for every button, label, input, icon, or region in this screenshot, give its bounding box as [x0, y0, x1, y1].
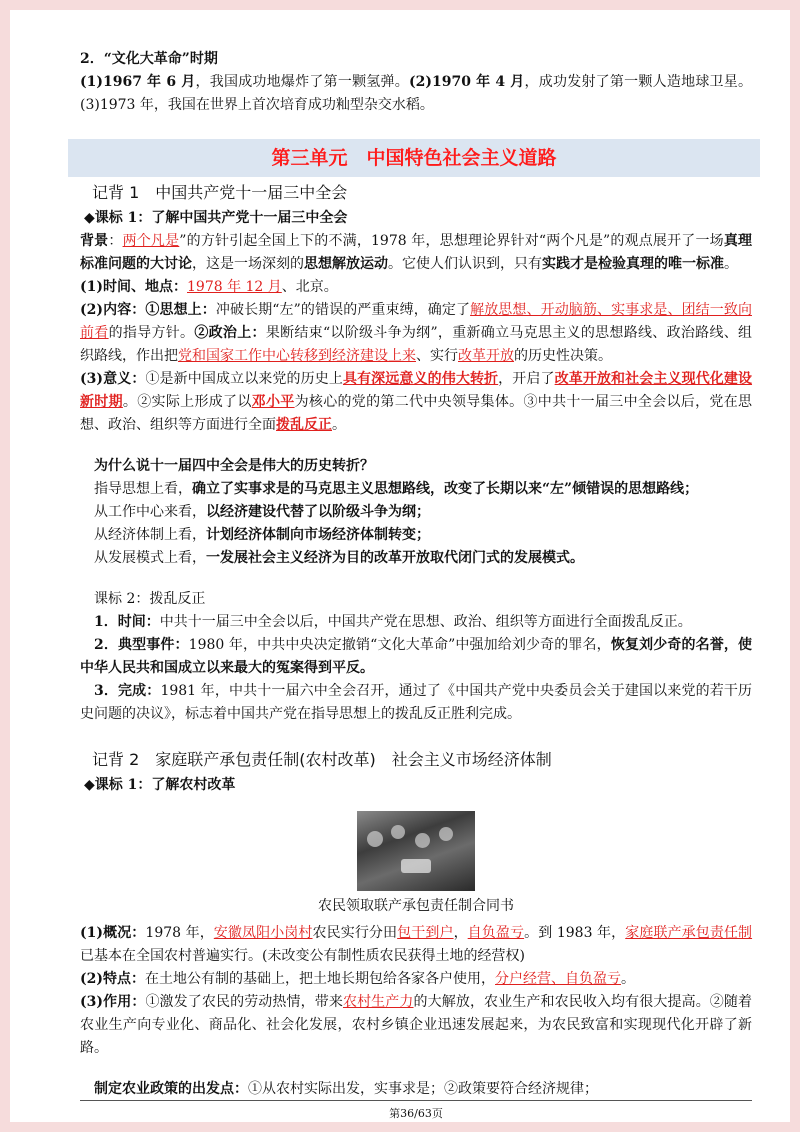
page-footer: 第36/63页 — [80, 1100, 752, 1121]
answer-line: 从经济体制上看，计划经济体制向市场经济体制转变； — [94, 527, 430, 543]
list-item: 1．时间：中共十一届三中全会以后，中国共产党在思想、政治、组织等方面进行全面拨乱反正。 — [94, 614, 692, 630]
paragraph: (1)1967 年 6 月，我国成功地爆炸了第一颗氢弹。(2)1970 年 4 月，成功发射了第一颗人造地球卫星。 (3)1973 年，我国在世界上首次培育成功籼型杂交水稻。 — [80, 74, 753, 113]
section-heading: 2．“文化大革命”时期 — [80, 51, 218, 67]
feature-paragraph: (2)特点：在土地公有制的基础上，把土地长期包给各家各户使用，分户经营、自负盈亏。 — [80, 971, 635, 987]
significance-paragraph: (3)意义：①是新中国成立以来党的历史上具有深远意义的伟大转折，开启了改革开放和社会主义现代化建设新时期。②实际上形成了以邓小平为核心的党的第二代中央领导集体。③中共十一届三中全会以后，党在思想、政治、组织等方面进行全面拨乱反正。 — [80, 371, 753, 433]
content-paragraph: (2)内容：①思想上：冲破长期“左”的错误的严重束缚，确定了解放思想、开动脑筋、实事求是、团结一致向前看的指导方针。②政治上：果断结束“以阶级斗争为纲”，重新确立马克思主义的思想路线、政治路线、组织路线，作出把党和国家工作中心转移到经济建设上来、实行改革开放的历史性决策。 — [80, 302, 753, 364]
question-heading: 为什么说十一届四中全会是伟大的历史转折？ — [94, 458, 374, 474]
list-item: 2．典型事件：1980 年，中共中央决定撤销“文化大革命”中强加给刘少奇的罪名，恢复刘少奇的名誉，使中华人民共和国成立以来最大的冤案得到平反。 — [80, 637, 752, 676]
answer-line: 指导思想上看，确立了实事求是的马克思主义思想路线，改变了长期以来“左”倾错误的思想路线； — [94, 481, 699, 497]
policy-paragraph: 制定农业政策的出发点：①从农村实际出发，实事求是；②政策要符合经济规律； — [94, 1081, 598, 1097]
jibei-title: 记背 2 家庭联产承包责任制(农村改革) 社会主义市场经济体制 — [92, 750, 552, 769]
background-paragraph: 背景：两个凡是”的方针引起全国上下的不满，1978 年，思想理论界针对“两个凡是”的观点展开了一场真理标准问题的大讨论，这是一场深刻的思想解放运动。它使人们认识到，只有实践才是检验真理的唯一标准。 — [80, 233, 753, 272]
document-body — [80, 48, 752, 1101]
time-place-paragraph: (1)时间、地点：1978 年 12 月、北京。 — [80, 279, 338, 295]
farmers-contract-photo — [357, 811, 475, 891]
unit-title-banner: 第三单元 中国特色社会主义道路 — [68, 139, 760, 177]
answer-line: 从工作中心来看，以经济建设代替了以阶级斗争为纲； — [94, 504, 430, 520]
photo-caption: 农民领取联产承包责任制合同书 — [318, 898, 514, 914]
jibei-title: 记背 1 中国共产党十一届三中全会 — [92, 183, 348, 202]
list-item: 3．完成：1981 年，中共十一届六中全会召开，通过了《中国共产党中央委员会关于建国以来党的若干历史问题的决议》，标志着中国共产党在指导思想上的拨乱反正胜利完成。 — [80, 683, 753, 722]
effect-paragraph: (3)作用：①激发了农民的劳动热情，带来农村生产力的大解放，农业生产和农民收入均有很大提高。②随着农业生产向专业化、商品化、社会化发展，农村乡镇企业迅速发展起来，为农民致富和实现现代化开辟了新路。 — [80, 994, 753, 1056]
kebiao-heading: 课标 2：拨乱反正 — [94, 591, 206, 607]
overview-paragraph: (1)概况：1978 年，安徽凤阳小岗村农民实行分田包干到户，自负盈亏。到 1983 年，家庭联产承包责任制已基本在全国农村普遍实行。(未改变公有制性质农民获得土地的经营权) — [80, 925, 753, 964]
kebiao-heading: ◆课标 1：了解农村改革 — [84, 777, 236, 793]
answer-line: 从发展模式上看，一发展社会主义经济为目的改革开放取代闭门式的发展模式。 — [94, 550, 584, 566]
kebiao-heading: ◆课标 1：了解中国共产党十一届三中全会 — [84, 210, 348, 226]
